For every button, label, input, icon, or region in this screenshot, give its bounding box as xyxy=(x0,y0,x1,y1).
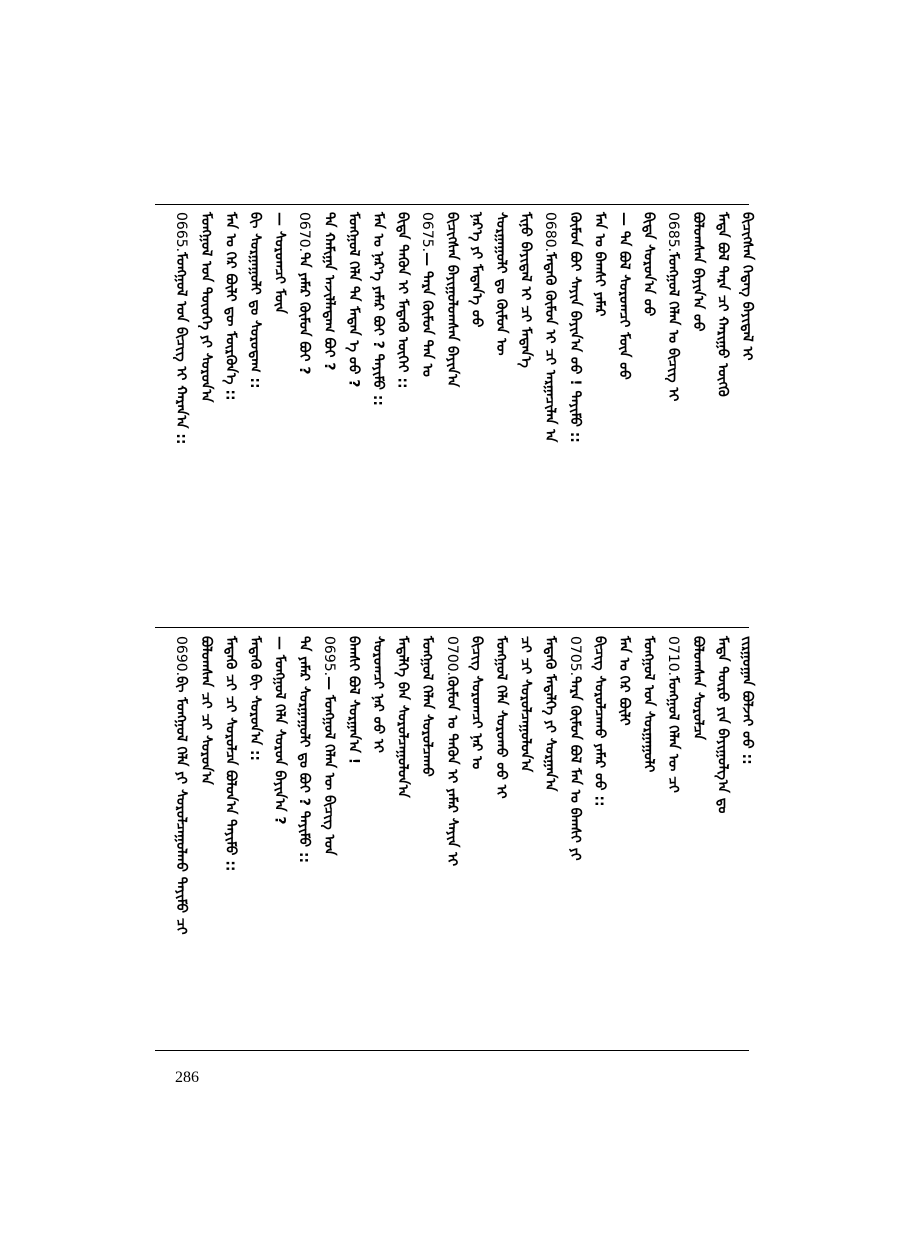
line-text: ᠮᠣᠩᠭᠣᠯ ᠤᠨ ᠲᠦᠦᠬᠡ ᠶᠢ ᠰᠤᠷᠤᠨ᠎ᠠ xyxy=(197,212,214,403)
text-column xyxy=(543,636,557,1042)
text-column xyxy=(199,212,213,618)
text-column xyxy=(617,636,631,1042)
text-column xyxy=(666,212,680,618)
text-column xyxy=(346,212,360,618)
middle-rule xyxy=(155,627,749,628)
text-column xyxy=(396,636,410,1042)
text-column xyxy=(297,636,311,1042)
text-column xyxy=(642,636,656,1042)
text-column xyxy=(248,636,262,1042)
line-text: ᠮᠠᠨ ᠤ ᠭᠡᠷ ᠪᠦᠯᠢ ᠳᠦ ᠮᠥᠷᠭᠦᠨ᠎ᠡ :: xyxy=(222,212,239,401)
line-text: ᠴᠢ ᠴᠢ ᠰᠤᠷᠤᠯᠴᠠᠭᠤᠯᠤᠨ᠎ᠠ xyxy=(517,636,534,773)
line-number: 0705. xyxy=(566,636,583,677)
text-column xyxy=(420,636,434,1042)
line-number: 0690. xyxy=(173,636,190,677)
line-text: ᠪᠠᠭᠰᠢ ᠪᠣᠯ ᠰᠤᠷᠭᠠᠨ᠎ᠠ ! xyxy=(345,636,362,765)
line-text: ᠬᠦᠮᠦᠨ ᠪᠤᠢ ᠰᠠᠶᠢᠨ ᠪᠠᠶᠢᠨ᠎ᠠ ᠤᠤ ! ᠲᠡᠶᠢᠮᠦ :: xyxy=(566,212,583,443)
line-text: ᠲᠠ ᠶᠠᠮᠠᠷ ᠰᠤᠷᠭᠠᠭᠤᠯᠢ ᠳᠤ ᠪᠤᠢ ? ᠲᠡᠶᠢᠮᠦ :: xyxy=(296,636,313,864)
line-text: ᠪᠣᠯᠤᠭᠰᠠᠨ ᠴᠢ ᠴᠢ ᠰᠤᠷᠤᠨ᠎ᠠ xyxy=(197,636,214,785)
text-column xyxy=(715,636,729,1042)
line-text: ᠮᠠᠨ ᠤ ᠪᠠᠭᠰᠢ ᠶᠠᠮᠠᠷ xyxy=(591,212,608,317)
text-column xyxy=(174,636,188,1042)
line-text: ᠮᠣᠩᠭᠣᠯ ᠬᠡᠯᠡ ᠲᠡ ᠮᠡᠳᠡᠨ ᠡ ᠦᠦ ? xyxy=(345,212,362,388)
line-text: — ᠲᠡᠷᠡ ᠬᠦᠮᠦᠨ ᠲᠠᠨ ᠤ xyxy=(419,252,436,377)
text-column xyxy=(568,212,582,618)
text-column xyxy=(568,636,582,1042)
line-text: ᠨᠡᠷ᠎ᠡ ᠶᠢ ᠮᠡᠳᠡᠨ᠎ᠡ ᠦᠦ xyxy=(468,212,485,328)
text-column xyxy=(592,636,606,1042)
line-text: ᠮᠡᠳᠡᠬᠦ ᠮᠡᠳᠡᠯᠭᠡ ᠶᠢ ᠰᠤᠷᠭᠠᠨ᠎ᠠ xyxy=(542,636,559,792)
line-text: ᠰᠤᠷᠭᠠᠭᠤᠯᠢ ᠳᠤ ᠬᠦᠮᠦᠨ ᠦ xyxy=(493,212,509,356)
line-text: ᠪᠢᠳᠡ ᠲᠡᠭᠦᠨ ᠢ ᠮᠡᠳᠡᠬᠦ ᠦᠭᠡᠢ :: xyxy=(394,212,411,389)
text-column xyxy=(371,636,385,1042)
line-number: 0685. xyxy=(665,212,682,253)
text-column xyxy=(174,212,188,618)
top-rule xyxy=(155,204,749,205)
line-text: ᠪᠢᠴᠢᠭᠰᠡᠨ ᠭᠡᠳᠡᠭ ᠪᠠᠶᠢᠳᠠᠯ ᠢ xyxy=(739,212,755,361)
line-text: ᠮᠣᠩᠭᠣᠯ ᠬᠡᠯᠡᠨ ᠰᠤᠷᠤᠯᠴᠠᠬᠤ xyxy=(419,636,436,777)
text-column xyxy=(469,212,483,618)
line-number: 0670. xyxy=(296,212,313,253)
text-column xyxy=(346,636,360,1042)
text-column xyxy=(322,212,336,618)
line-text: ᠮᠡᠳᠡᠬᠦ ᠪᠢ ᠰᠤᠷᠤᠨ᠎ᠠ :: xyxy=(247,636,263,762)
text-column xyxy=(396,212,410,618)
line-text: ᠪᠣᠯᠤᠭᠰᠠᠨ ᠰᠤᠷᠤᠯᠴᠠ xyxy=(689,636,706,740)
line-text: ᠬᠦᠮᠦᠨ ᠤ ᠲᠡᠭᠦᠨ ᠢ ᠶᠠᠮᠠᠷ ᠰᠠᠶᠢᠨ ᠢ xyxy=(443,676,460,867)
text-column xyxy=(273,636,287,1042)
text-column xyxy=(592,212,606,618)
line-text: ᠮᠣᠩᠭᠣᠯ ᠬᠡᠯᠡᠨ ᠦ ᠴᠢ xyxy=(665,676,682,793)
line-number: 0700. xyxy=(443,636,460,677)
line-text: ᠪᠢ ᠮᠣᠩᠭᠣᠯ ᠬᠡᠯᠡ ᠶᠢ ᠰᠤᠷᠤᠯᠴᠠᠭᠤᠯᠬᠤ ᠲᠡᠶᠢᠮᠦ ᠴᠢ xyxy=(173,676,190,935)
text-column xyxy=(740,636,754,1042)
text-column xyxy=(494,212,508,618)
line-text: ᠮᠣᠩᠭᠣᠯ ᠬᠡᠯᠡᠨ ᠤ ᠪᠢᠴᠢᠭ ᠢ xyxy=(665,252,682,402)
text-column xyxy=(666,636,680,1042)
text-section-lower xyxy=(150,636,754,1042)
line-text: ᠮᠢᠨᠦ ᠪᠠᠶᠢᠳᠠᠯ ᠢ ᠴᠢ ᠮᠡᠳᠡᠨ᠎ᠡ xyxy=(517,212,534,368)
text-column xyxy=(740,212,754,618)
line-text: ᠮᠣᠩᠭᠣᠯ ᠤᠨ ᠪᠢᠴᠢᠭ ᠢ ᠬᠠᠷᠠᠨ᠎ᠠ :: xyxy=(173,252,190,445)
line-text: ᠪᠢᠳᠡ ᠰᠤᠷᠤᠨ᠎ᠠ ᠤᠤ xyxy=(640,212,657,317)
line-text: — ᠰᠤᠷᠤᠭᠴᠢ ᠮᠥᠨ xyxy=(271,212,288,314)
text-column xyxy=(223,636,237,1042)
text-column xyxy=(715,212,729,618)
line-text: ᠲᠡᠷᠡ ᠬᠦᠮᠦᠨ ᠪᠣᠯ ᠮᠠᠨ ᠤ ᠪᠠᠭᠰᠢ ᠶᠢ xyxy=(566,676,583,861)
text-column xyxy=(519,212,533,618)
line-text: ᠲᠡ ᠶᠠᠮᠠᠷ ᠬᠦᠮᠦᠨ ᠪᠤᠢ ? xyxy=(296,252,313,375)
text-column xyxy=(519,636,533,1042)
line-number: 0665. xyxy=(173,212,190,253)
line-text: ᠮᠡᠳᠡᠯᠭᠡ ᠪᠡᠨ ᠰᠤᠷᠤᠯᠴᠠᠭᠤᠯᠤᠨ᠎ᠠ xyxy=(394,636,411,798)
line-number: 0680. xyxy=(542,212,559,253)
text-column xyxy=(371,212,385,618)
text-column xyxy=(420,212,434,618)
line-text: ᠪᠢ ᠰᠤᠷᠭᠠᠭᠤᠯᠢ ᠳᠤ ᠰᠤᠷᠤᠳᠠᠭ :: xyxy=(247,212,263,389)
line-text: — ᠮᠣᠩᠭᠣᠯ ᠬᠡᠯᠡᠨ ᠦ ᠪᠢᠴᠢᠭ ᠤᠨ xyxy=(320,676,337,856)
text-column xyxy=(445,636,459,1042)
text-column xyxy=(322,636,336,1042)
line-text: ᠪᠢᠴᠢᠭᠰᠡᠨ ᠪᠠᠶᠢᠭᠤᠯᠤᠭᠰᠠᠨ ᠪᠠᠶᠢᠨ᠎ᠠ xyxy=(443,212,460,388)
bottom-rule xyxy=(155,1050,749,1051)
line-text: ᠮᠡᠳᠡᠬᠦ ᠬᠦᠮᠦᠨ ᠢ ᠴᠢ ᠠᠷᠭᠠᠴᠢᠯᠠᠨ ᠠ xyxy=(542,252,559,443)
text-column xyxy=(543,212,557,618)
text-column xyxy=(273,212,287,618)
text-column xyxy=(642,212,656,618)
text-column xyxy=(199,636,213,1042)
text-column xyxy=(494,636,508,1042)
line-text: ᠪᠣᠯᠤᠭᠰᠠᠨ ᠪᠠᠶᠢᠨ᠎ᠠ ᠤᠤ xyxy=(689,212,706,332)
text-column xyxy=(617,212,631,618)
page-number: 286 xyxy=(175,1069,199,1086)
line-number: 0710. xyxy=(665,636,682,677)
line-text: ᠪᠢᠴᠢᠭ ᠰᠤᠷᠤᠯᠴᠠᠬᠤ ᠶᠠᠮᠠᠷ ᠤᠤ :: xyxy=(591,636,608,807)
line-text: — ᠲᠡ ᠪᠣᠯ ᠰᠤᠷᠤᠭᠴᠢ ᠮᠥᠨ ᠦᠦ xyxy=(616,212,632,380)
line-text: ᠮᠡᠳᠡ ᠲᠦᠷᠦ ᠶᠢᠨ ᠪᠠᠶᠢᠭᠤᠯᠭ᠎ᠠ ᠳᠤ xyxy=(714,636,731,814)
text-column xyxy=(445,212,459,618)
text-column xyxy=(469,636,483,1042)
line-text: ᠮᠣᠩᠭᠣᠯ ᠤᠨ ᠰᠤᠷᠭᠠᠭᠤᠯᠢ xyxy=(640,636,657,773)
line-text: ᠮᠡᠳᠡᠬᠦ ᠴᠢ ᠴᠢ ᠰᠤᠷᠤᠯᠴᠠ ᠪᠣᠯᠤᠨ᠎ᠠ ᠲᠡᠶᠢᠮᠦ :: xyxy=(222,636,239,872)
text-column xyxy=(248,212,262,618)
text-column xyxy=(297,212,311,618)
text-column xyxy=(691,636,705,1042)
text-column xyxy=(691,212,705,618)
line-number: 0675. xyxy=(419,212,436,253)
text-column xyxy=(223,212,237,618)
text-section-upper xyxy=(150,212,754,618)
line-text: ᠮᠠᠨ ᠤ ᠭᠡᠷ ᠪᠦᠯᠢ xyxy=(616,636,632,726)
line-text: — ᠮᠣᠩᠭᠣᠯ ᠬᠡᠯᠡ ᠰᠤᠷᠤᠨ ᠪᠠᠶᠢᠨ᠎ᠠ ? xyxy=(271,636,288,825)
line-text: ᠮᠠᠨ ᠤ ᠨᠡᠷ᠎ᠡ ᠶᠠᠮᠠᠷ ᠪᠤᠢ ? ᠲᠡᠶᠢᠮᠦ :: xyxy=(370,212,386,406)
line-text: ᠮᠣᠩᠭᠣᠯ ᠬᠡᠯᠡ ᠰᠤᠷᠤᠬᠤ ᠤᠤ ᠢ xyxy=(493,636,509,799)
line-number: 0695. xyxy=(320,636,337,677)
line-text: ᠵᠢᠷᠭᠤᠭᠠᠨ ᠪᠣᠯᠵᠠᠢ ᠤᠤ :: xyxy=(739,636,755,765)
line-text: ᠰᠤᠷᠤᠭᠴᠢ ᠨᠠᠷ ᠤᠤ ᠢ xyxy=(370,636,386,753)
line-text: ᠲᠠ ᠬᠠᠮᠢᠭᠠ ᠠᠵᠢᠯᠯᠠᠳᠠᠭ ᠪᠤᠢ ? xyxy=(320,212,337,371)
line-text: ᠮᠡᠳᠡ ᠪᠣᠯ ᠲᠡᠷᠡ ᠴᠢ ᠬᠠᠷᠢᠭᠤ ᠦᠭᠭᠦ xyxy=(714,212,731,397)
line-text: ᠪᠢᠴᠢᠭ ᠰᠤᠷᠤᠭᠴᠢ ᠨᠠᠷ ᠤ xyxy=(468,636,485,770)
